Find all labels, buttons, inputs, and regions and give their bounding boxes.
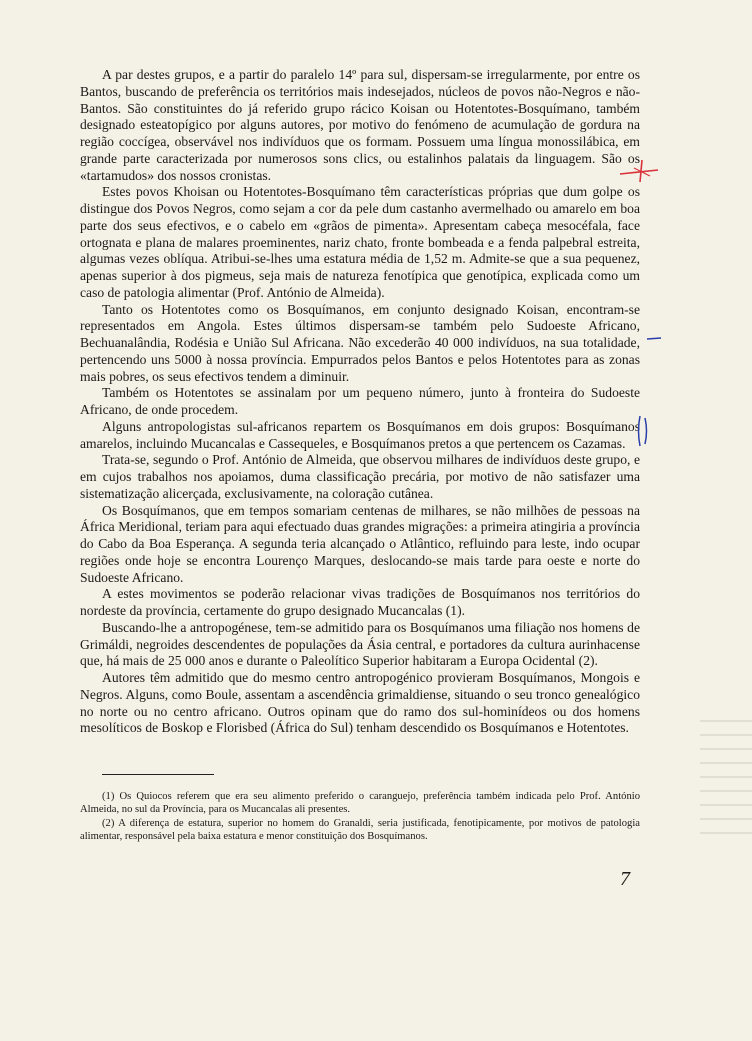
paragraph-9: Buscando-lhe a antropogénese, tem-se admitido para os Bosquímanos uma filiação nos homens de Grimáldi, negroides descendentes de populações da Ásia central, e portadores da cultura aurinhacense que, há mais de 25 000 anos e durante o Paleolítico Superior habitaram a Europa Ocidental (2). [80, 619, 640, 669]
blue-bracket-mark-icon [636, 414, 650, 448]
main-text [80, 67, 640, 737]
paragraph-8: A estes movimentos se poderão relacionar vivas tradições de Bosquímanos nos territórios do nordeste da província, certamente do grupo designado Mucancalas (1). [80, 586, 640, 618]
red-cross-mark-icon [612, 158, 660, 184]
paragraph-5: Alguns antropologistas sul-africanos repartem os Bosquímanos em dois grupos: Bosquímanos amarelos, incluindo Mucancalas e Cassequeles, e Bosquímanos pretos a que pertencem os Cazamas. [80, 418, 640, 451]
paragraph-2: Estes povos Khoisan ou Hotentotes-Bosquímano têm características próprias que dum golpe os distingue dos Povos Negros, como sejam a cor da pele dum castanho avermelhado ou amarelo em boa parte dos seus efectivos, e o cabelo em «grãos de pimenta». Apresentam cabeça mesocéfala, face ortognata e plana de malares proeminentes, nariz chato, fronte bombeada e a fenda palpebral estreita, algumas vezes oblíqua. Atribui-se-lhes uma estatura média de 1,52 m. Admite-se que a sua pequenez, apenas superior à dos pigmeus, seja mais de natureza fenotípica que genotípica, explicada como um caso de patologia alimentar (Prof. António de Almeida). [80, 184, 640, 300]
paragraph-10: Autores têm admitido que do mesmo centro antropogénico provieram Bosquímanos, Mongois e Negros. Alguns, como Boule, assentam a ascendência grimaldiense, situando o seu tronco genealógico no norte ou no centro africano. Outros opinam que do ramo dos sul-hominídeos ou dos homens mesolíticos de Boskop e Florisbed (África do Sul) tenham descendido os Bosquímanos e Hotentotes. [80, 670, 640, 736]
paragraph-7: Os Bosquímanos, que em tempos somariam centenas de milhares, se não milhões de pessoas na África Meridional, teriam para aqui efectuado duas grandes migrações: a primeira atingiria a província do Cabo da Boa Esperança. A segunda teria alcançado o Atlântico, refluindo para leste, indo ocupar regiões onde hoje se encontra Lourenço Marques, deslocando-se mais tarde para oeste e norte do Sudoeste Africano. [80, 502, 640, 585]
footnote-1: (1) Os Quiocos referem que era seu alimento preferido o caranguejo, preferência também indicada pelo Prof. António Almeida, no sul da Província, para os Mucancalas ali presentes. [80, 791, 640, 816]
paragraph-4: Também os Hotentotes se assinalam por um pequeno número, junto à fronteira do Sudoeste Africano, de onde procedem. [80, 385, 640, 417]
footnote-2: (2) A diferença de estatura, superior no homem do Granaldi, seria justificada, fenotipicamente, por motivos de patologia alimentar, responsável pela baixa estatura e menor constituição dos Bosquímanos. [80, 817, 640, 843]
bleed-through-shadow [700, 720, 752, 840]
page-number: 7 [620, 868, 630, 890]
footnotes [80, 790, 640, 844]
paragraph-6: Trata-se, segundo o Prof. António de Almeida, que observou milhares de indivíduos deste grupo, e em cujos trabalhos nos apoiamos, duma classificação precária, por motivo de não satisfazer uma sistematização alicerçada, exclusivamente, na coloração cutânea. [80, 452, 640, 501]
paragraph-3: Tanto os Hotentotes como os Bosquímanos, em conjunto designado Koisan, encontram-se representados em Angola. Estes últimos dispersam-se também pelo Sudoeste Africano, Bechuanalândia, Rodésia e União Sul Africana. Não excederão 40 000 indivíduos, na sua totalidade, pertencendo uns 5000 à nossa província. Empurrados pelos Bantos e pelos Hotentotes para as zonas mais pobres, os seus efectivos tendem a diminuir. [80, 301, 640, 384]
blue-dash-mark-icon [646, 334, 662, 342]
footnote-divider [102, 774, 214, 775]
paragraph-1: A par destes grupos, e a partir do paralelo 14º para sul, dispersam-se irregularmente, por entre os Bantos, buscando de preferência os territórios mais indesejados, núcleos de povos não-Negros e não-Bantos. São constituintes do já referido grupo rácico Koisan ou Hotentotes-Bosquímano, também designado esteatopígico por alguns autores, por motivo do fenómeno de acumulação de gordura na região coccígea, observável nos indivíduos que os formam. Possuem uma língua monossilábica, em grande parte caracterizada por numerosos sons clics, ou estalinhos palatais da linguagem. São os «tartamudos» dos nossos cronistas. [80, 67, 640, 183]
